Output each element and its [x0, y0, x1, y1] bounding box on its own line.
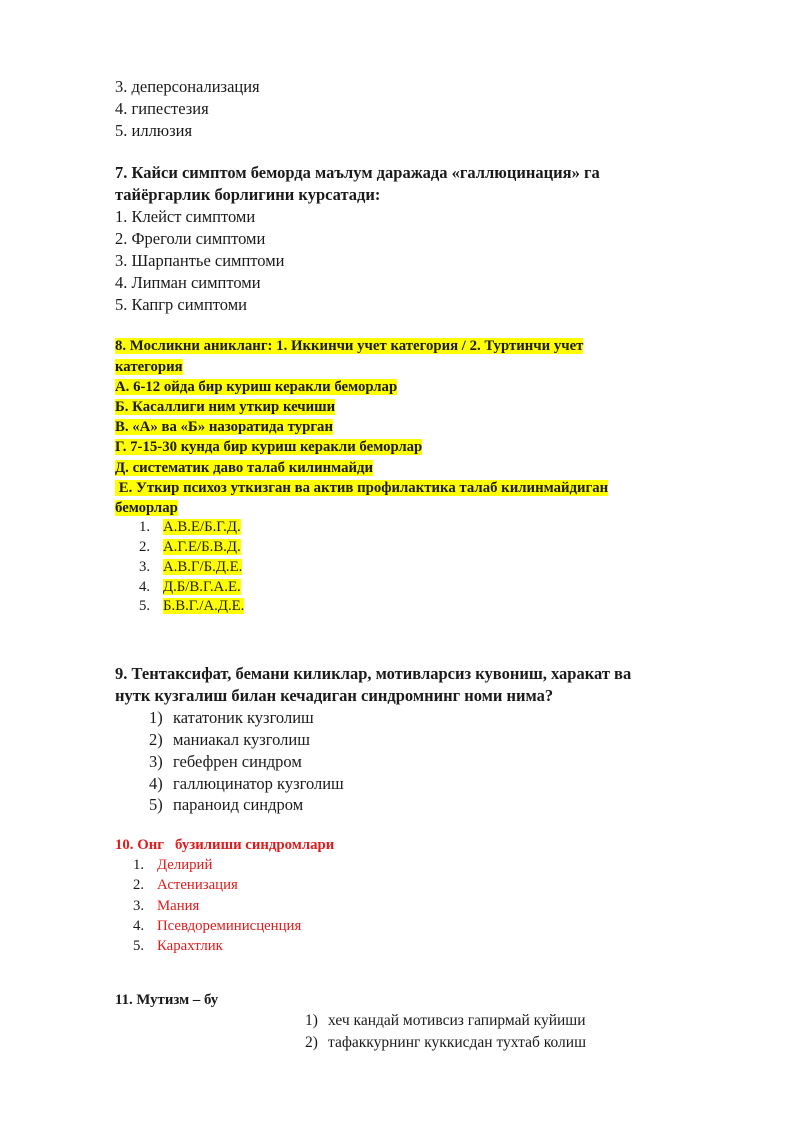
- option-text: галлюцинатор кузголиш: [173, 773, 344, 793]
- match-item: Б. Касаллиги ним уткир кечиши: [115, 398, 336, 415]
- option-number: 5.: [133, 937, 145, 954]
- option-text: Д.Б/В.Г.А.Е.: [163, 578, 241, 595]
- question-8: [115, 336, 715, 617]
- match-item: беморлар: [115, 500, 178, 516]
- question-10-options: [133, 855, 715, 956]
- option-number: 4.: [133, 917, 145, 934]
- question-9: [115, 663, 715, 816]
- question-9-options: [149, 707, 715, 816]
- match-item: А. 6-12 ойда бир куриш керакли беморлар: [115, 378, 398, 395]
- question-title: 10. Онг бузилиши синдромлари: [115, 837, 335, 854]
- option-number: 4.: [139, 578, 151, 595]
- option-text: Б.В.Г./А.Д.Е.: [163, 598, 245, 615]
- question-title: 11. Мутизм – бу: [115, 992, 219, 1009]
- option-number: 1.: [133, 857, 145, 874]
- option-text: 4. Липман симптоми: [115, 272, 261, 292]
- option-number: 1): [305, 1012, 318, 1030]
- option-number: 1.: [139, 519, 151, 536]
- match-item: В. «А» ва «Б» назоратида турган: [115, 419, 333, 436]
- match-item: Е. Уткир психоз уткизган ва актив профилактика талаб килинмайдиган: [115, 479, 609, 496]
- option-text: А.Г.Е/Б.В.Д.: [163, 539, 241, 555]
- question-7: [115, 162, 715, 315]
- question-6-options: [115, 76, 715, 141]
- option-number: 3.: [133, 897, 145, 914]
- option-number: 3): [149, 751, 163, 771]
- option-text: маниакал кузголиш: [173, 729, 310, 749]
- option-text: 5. Капгр симптоми: [115, 294, 247, 314]
- question-10: [115, 835, 715, 956]
- option-text: А.В.Е/Б.Г.Д.: [163, 519, 241, 536]
- option-text: 5. иллюзия: [115, 120, 193, 140]
- option-text: 2. Фреголи симптоми: [115, 229, 266, 249]
- option-text: хеч кандай мотивсиз гапирмай куйиши: [328, 1012, 586, 1030]
- option-number: 2): [149, 729, 163, 749]
- option-text: параноид синдром: [173, 795, 304, 815]
- question-11-options: [305, 1010, 715, 1053]
- option-number: 5.: [139, 598, 151, 615]
- option-text: тафаккурнинг куккисдан тухтаб колиш: [328, 1033, 586, 1051]
- option-number: 3.: [139, 558, 151, 575]
- question-title: нутк кузгалиш билан кечадиган синдромнинг номи нима?: [115, 686, 554, 706]
- match-item: Г. 7-15-30 кунда бир куриш керакли беморлар: [115, 439, 423, 456]
- match-item: Д. систематик даво талаб килинмайди: [115, 459, 374, 476]
- option-number: 2): [305, 1033, 318, 1051]
- option-text: Астенизация: [157, 877, 238, 894]
- option-text: Карахтлик: [157, 937, 223, 954]
- option-text: Делирий: [157, 857, 213, 874]
- option-text: А.В.Г/Б.Д.Е.: [163, 558, 243, 575]
- option-number: 4): [149, 773, 163, 793]
- option-text: 1. Клейст симптоми: [115, 207, 256, 227]
- option-text: 3. деперсонализация: [115, 77, 260, 96]
- question-8-options: [139, 518, 715, 617]
- option-text: Мания: [157, 897, 200, 914]
- question-title: тайёргарлик борлигини курсатади:: [115, 185, 381, 205]
- question-title: 7. Кайси симптом беморда маълум даражада «галлюцинация» га: [115, 163, 600, 183]
- option-text: Псевдореминисценция: [157, 917, 302, 934]
- question-11: [115, 990, 715, 1053]
- option-text: кататоник кузголиш: [173, 708, 314, 728]
- option-text: 4. гипестезия: [115, 98, 209, 118]
- question-title: 8. Мосликни аникланг: 1. Иккинчи учет категория / 2. Туртинчи учет: [115, 338, 584, 355]
- option-number: 1): [149, 708, 163, 728]
- option-number: 5): [149, 795, 163, 815]
- option-text: гебефрен синдром: [173, 751, 302, 771]
- question-title: 9. Тентаксифат, бемани киликлар, мотивларсиз кувониш, харакат ва: [115, 664, 632, 684]
- option-text: 3. Шарпантье симптоми: [115, 250, 285, 270]
- question-title: категория: [115, 358, 183, 375]
- document-page: [115, 76, 715, 1053]
- option-number: 2.: [133, 877, 145, 894]
- option-number: 2.: [139, 539, 151, 555]
